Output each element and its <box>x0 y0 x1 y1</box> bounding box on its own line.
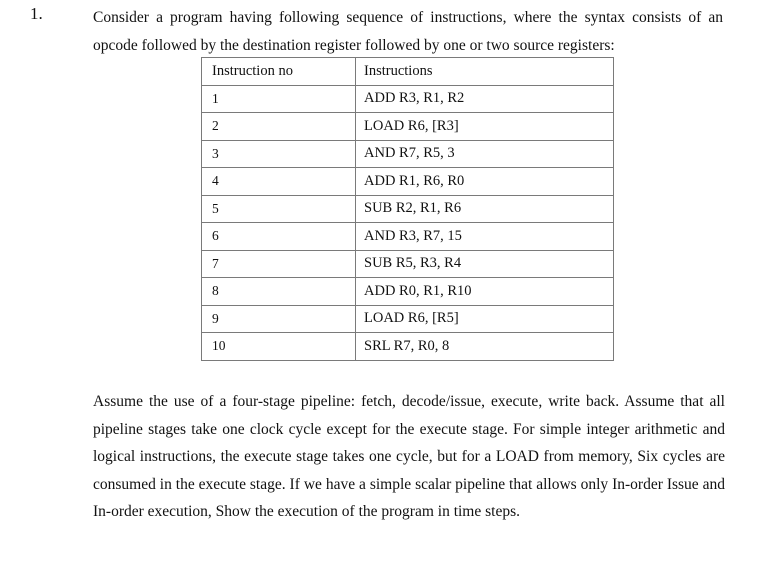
instruction-number: 8 <box>202 278 356 306</box>
instruction-text: SUB R2, R1, R6 <box>356 195 614 223</box>
header-instructions: Instructions <box>356 58 614 86</box>
table-row <box>202 333 614 361</box>
table-row <box>202 250 614 278</box>
table-row <box>202 168 614 196</box>
table-row <box>202 305 614 333</box>
instruction-number: 4 <box>202 168 356 196</box>
intro-line-1: Consider a program having following sequence of instructions, where the syntax consists of an <box>93 9 723 26</box>
intro-line-2: opcode followed by the destination register followed by one or two source registers: <box>93 37 615 54</box>
instruction-text: ADD R0, R1, R10 <box>356 278 614 306</box>
instruction-text: AND R3, R7, 15 <box>356 223 614 251</box>
pipeline-description: Assume the use of a four-stage pipeline: fetch, decode/issue, execute, write back. Assume that all pipeline stages take one clock cycle except for the execute stage. For simple integer arithmetic and logical instructions, the execute stage takes one cycle, but for a LOAD from memory, Six cycles are consumed in the execute stage. If we have a simple scalar pipeline that allows only In-order Issue and In-order execution, Show the execution of the program in time steps. <box>93 393 725 520</box>
instruction-text: LOAD R6, [R5] <box>356 305 614 333</box>
table-row <box>202 113 614 141</box>
instruction-text: SUB R5, R3, R4 <box>356 250 614 278</box>
instruction-number: 2 <box>202 113 356 141</box>
table-row <box>202 140 614 168</box>
instruction-number: 6 <box>202 223 356 251</box>
question-intro <box>93 4 723 60</box>
table-header-row <box>202 58 614 86</box>
instruction-number: 10 <box>202 333 356 361</box>
instruction-number: 7 <box>202 250 356 278</box>
table-row <box>202 85 614 113</box>
instruction-text: AND R7, R5, 3 <box>356 140 614 168</box>
instruction-number: 5 <box>202 195 356 223</box>
instruction-number: 1 <box>202 85 356 113</box>
instruction-text: ADD R1, R6, R0 <box>356 168 614 196</box>
instruction-table <box>201 57 614 361</box>
table-row <box>202 195 614 223</box>
table-row <box>202 223 614 251</box>
instruction-text: ADD R3, R1, R2 <box>356 85 614 113</box>
instruction-text: LOAD R6, [R3] <box>356 113 614 141</box>
instruction-number: 9 <box>202 305 356 333</box>
question-number: 1. <box>30 4 43 23</box>
table-row <box>202 278 614 306</box>
instruction-number: 3 <box>202 140 356 168</box>
instruction-text: SRL R7, R0, 8 <box>356 333 614 361</box>
header-instruction-no: Instruction no <box>202 58 356 86</box>
